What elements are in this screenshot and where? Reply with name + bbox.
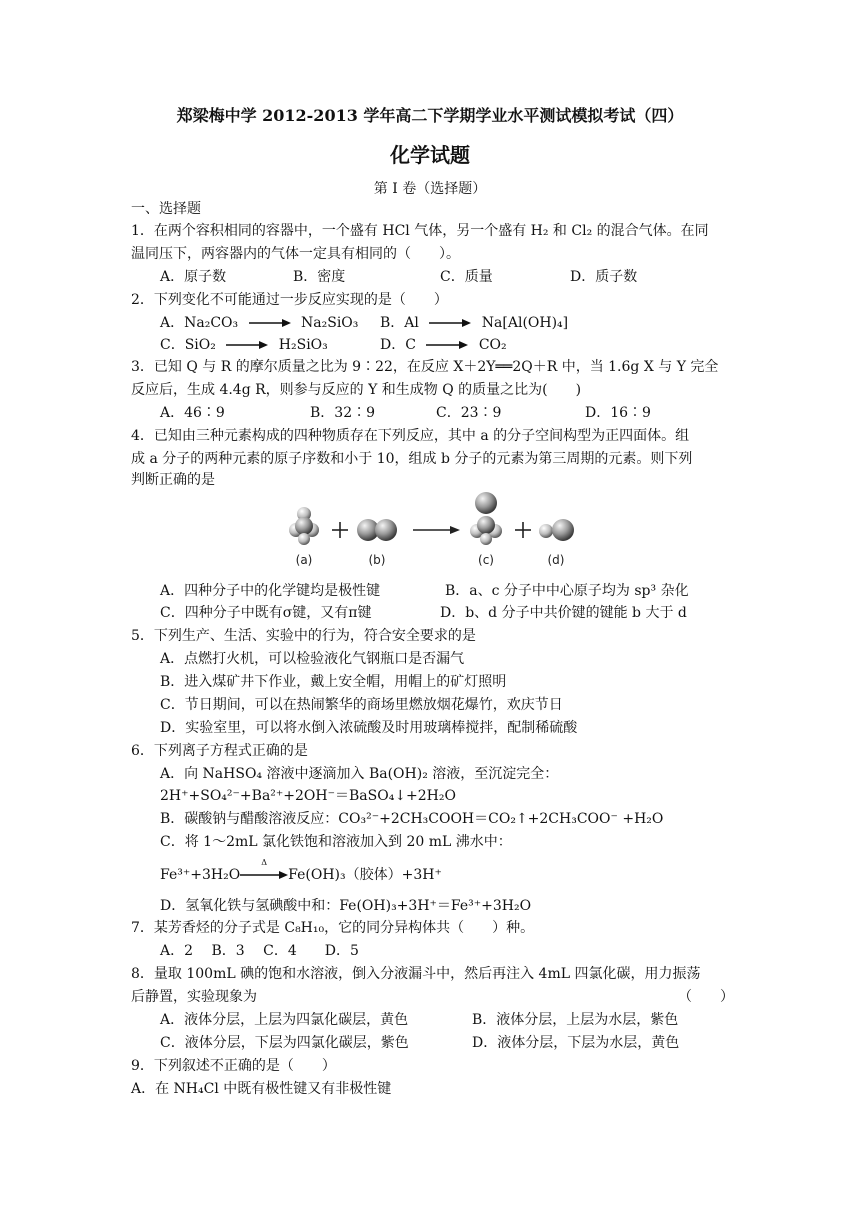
q5-stem: 5．下列生产、生活、实验中的行为，符合安全要求的是 [131, 628, 476, 644]
q2-b-from: B．Al [380, 315, 419, 331]
q7-options: A．2 B．3 C．4 D．5 [160, 943, 359, 959]
q3-line1: 3．已知 Q 与 R 的摩尔质量之比为 9∶22，在反应 X＋2Y══2Q＋R 中，当 1.6g X 与 Y 完全 [131, 359, 719, 375]
q8-option-c: C．液体分层，下层为四氯化碳层，紫色 [160, 1035, 409, 1051]
figure-label-d: (d) [547, 553, 565, 567]
q3-option-c: C．23∶9 [436, 405, 502, 421]
molecule-a-icon [289, 507, 319, 545]
q5-option-d: D．实验室里，可以将水倒入浓硫酸及时用玻璃棒搅拌，配制稀硫酸 [160, 720, 578, 736]
q2-a-to: Na₂SiO₃ [301, 315, 359, 331]
heat-condition: Δ [261, 858, 268, 867]
school-title: 郑梁梅中学 2012-2013 学年高二下学期学业水平测试模拟考试（四） [176, 106, 684, 125]
q3-option-d: D．16∶9 [585, 405, 651, 421]
q2-option-d [380, 336, 507, 354]
plus-sign-icon [515, 522, 531, 538]
q9-stem: 9．下列叙述不正确的是（ ） [131, 1058, 336, 1074]
q2-d-from: D．C [380, 337, 416, 353]
q5-option-a: A．点燃打火机，可以检验液化气钢瓶口是否漏气 [160, 651, 465, 667]
q4-option-d: D．b、d 分子中共价键的键能 b 大于 d [440, 605, 687, 621]
q6-option-b: B．碳酸钠与醋酸溶液反应：CO₃²⁻+2CH₃COOH＝CO₂↑+2CH₃COO⁻ +H₂O [160, 811, 664, 827]
q6-option-a-equation: 2H⁺+SO₄²⁻+Ba²⁺+2OH⁻＝BaSO₄↓+2H₂O [160, 788, 456, 804]
q6-option-a: A．向 NaHSO₄ 溶液中逐滴加入 Ba(OH)₂ 溶液，至沉淀完全： [160, 766, 559, 782]
q2-b-to: Na[Al(OH)₄] [481, 315, 569, 331]
molecule-reaction-figure [280, 488, 585, 570]
q4-option-b: B．a、c 分子中中心原子均为 sp³ 杂化 [445, 583, 689, 599]
reaction-arrow-icon [249, 318, 291, 328]
q1-option-a: A．原子数 [160, 269, 227, 285]
q2-option-a [160, 314, 358, 332]
q6-c-right: Fe(OH)₃（胶体）+3H⁺ [288, 867, 442, 883]
volume-title: 第 I 卷（选择题） [373, 181, 487, 197]
q6-stem: 6．下列离子方程式正确的是 [131, 743, 308, 759]
q5-option-c: C．节日期间，可以在热闹繁华的商场里燃放烟花爆竹，欢庆节日 [160, 697, 563, 713]
q3-option-b: B．32∶9 [310, 405, 376, 421]
reaction-arrow-icon [429, 318, 471, 328]
molecule-c-icon [470, 492, 502, 545]
figure-label-a: (a) [295, 553, 313, 567]
figure-label-b: (b) [368, 553, 386, 567]
q1-line2: 温同压下，两容器内的气体一定具有相同的（ ）。 [131, 246, 460, 262]
q7-stem: 7．某芳香烃的分子式是 C₈H₁₀，它的同分异构体共（ ）种。 [131, 920, 535, 936]
molecule-d-icon [539, 519, 574, 541]
q8-line1: 8．量取 100mL 碘的饱和水溶液，倒入分液漏斗中，然后再注入 4mL 四氯化碳，用力振荡 [131, 966, 701, 982]
q2-option-b [380, 314, 568, 332]
q3-line2: 反应后，生成 4.4g R，则参与反应的 Y 和生成物 Q 的质量之比为( ) [131, 382, 582, 398]
reaction-arrow-icon [426, 340, 468, 350]
q1-line1: 1．在两个容积相同的容器中，一个盛有 HCl 气体，另一个盛有 H₂ 和 Cl₂ 的混合气体。在同 [131, 223, 709, 239]
q2-option-c [160, 336, 328, 354]
q8-line2: 后静置，实验现象为 [131, 989, 257, 1005]
q8-option-a: A．液体分层，上层为四氯化碳层，黄色 [160, 1012, 409, 1028]
q8-answer-paren: （ ） [678, 989, 734, 1005]
q2-stem: 2．下列变化不可能通过一步反应实现的是（ ） [131, 292, 448, 308]
figure-label-c: (c) [478, 553, 494, 567]
molecule-b-icon [357, 519, 397, 541]
q2-d-to: CO₂ [478, 337, 507, 353]
q4-line1: 4．已知由三种元素构成的四种物质存在下列反应，其中 a 的分子空间构型为正四面体。组 [131, 428, 690, 444]
q2-c-to: H₂SiO₃ [278, 337, 328, 353]
q3-option-a: A．46∶9 [160, 405, 225, 421]
q6-option-d: D．氢氧化铁与氢碘酸中和：Fe(OH)₃+3H⁺＝Fe³⁺+3H₂O [160, 898, 532, 914]
q1-option-d: D．质子数 [570, 269, 638, 285]
q9-option-a: A．在 NH₄Cl 中既有极性键又有非极性键 [131, 1081, 392, 1097]
q4-line2: 成 a 分子的两种元素的原子序数和小于 10，组成 b 分子的元素为第三周期的元素。则下列 [131, 451, 693, 467]
q2-c-from: C．SiO₂ [160, 337, 216, 353]
plus-sign-icon [332, 522, 348, 538]
subject-title: 化学试题 [390, 143, 470, 167]
q2-a-from: A．Na₂CO₃ [160, 315, 239, 331]
q1-option-b: B．密度 [293, 269, 346, 285]
reaction-arrow-icon [226, 340, 268, 350]
q4-line3: 判断正确的是 [131, 472, 215, 488]
heat-arrow-icon [240, 858, 288, 881]
q1-option-c: C．质量 [440, 269, 493, 285]
q5-option-b: B．进入煤矿井下作业，戴上安全帽，用帽上的矿灯照明 [160, 674, 507, 690]
q8-option-d: D．液体分层，下层为水层，黄色 [472, 1035, 680, 1051]
q4-option-c: C．四种分子中既有σ键，又有π键 [160, 605, 372, 621]
q6-option-c-equation [160, 858, 442, 884]
q4-option-a: A．四种分子中的化学键均是极性键 [160, 583, 381, 599]
section-heading: 一、选择题 [131, 201, 201, 217]
q6-c-left: Fe³⁺+3H₂O [160, 867, 241, 883]
q6-option-c: C．将 1～2mL 氯化铁饱和溶液加入到 20 mL 沸水中： [160, 834, 512, 850]
reaction-arrow-icon [413, 526, 460, 534]
q8-option-b: B．液体分层，上层为水层，紫色 [472, 1012, 679, 1028]
